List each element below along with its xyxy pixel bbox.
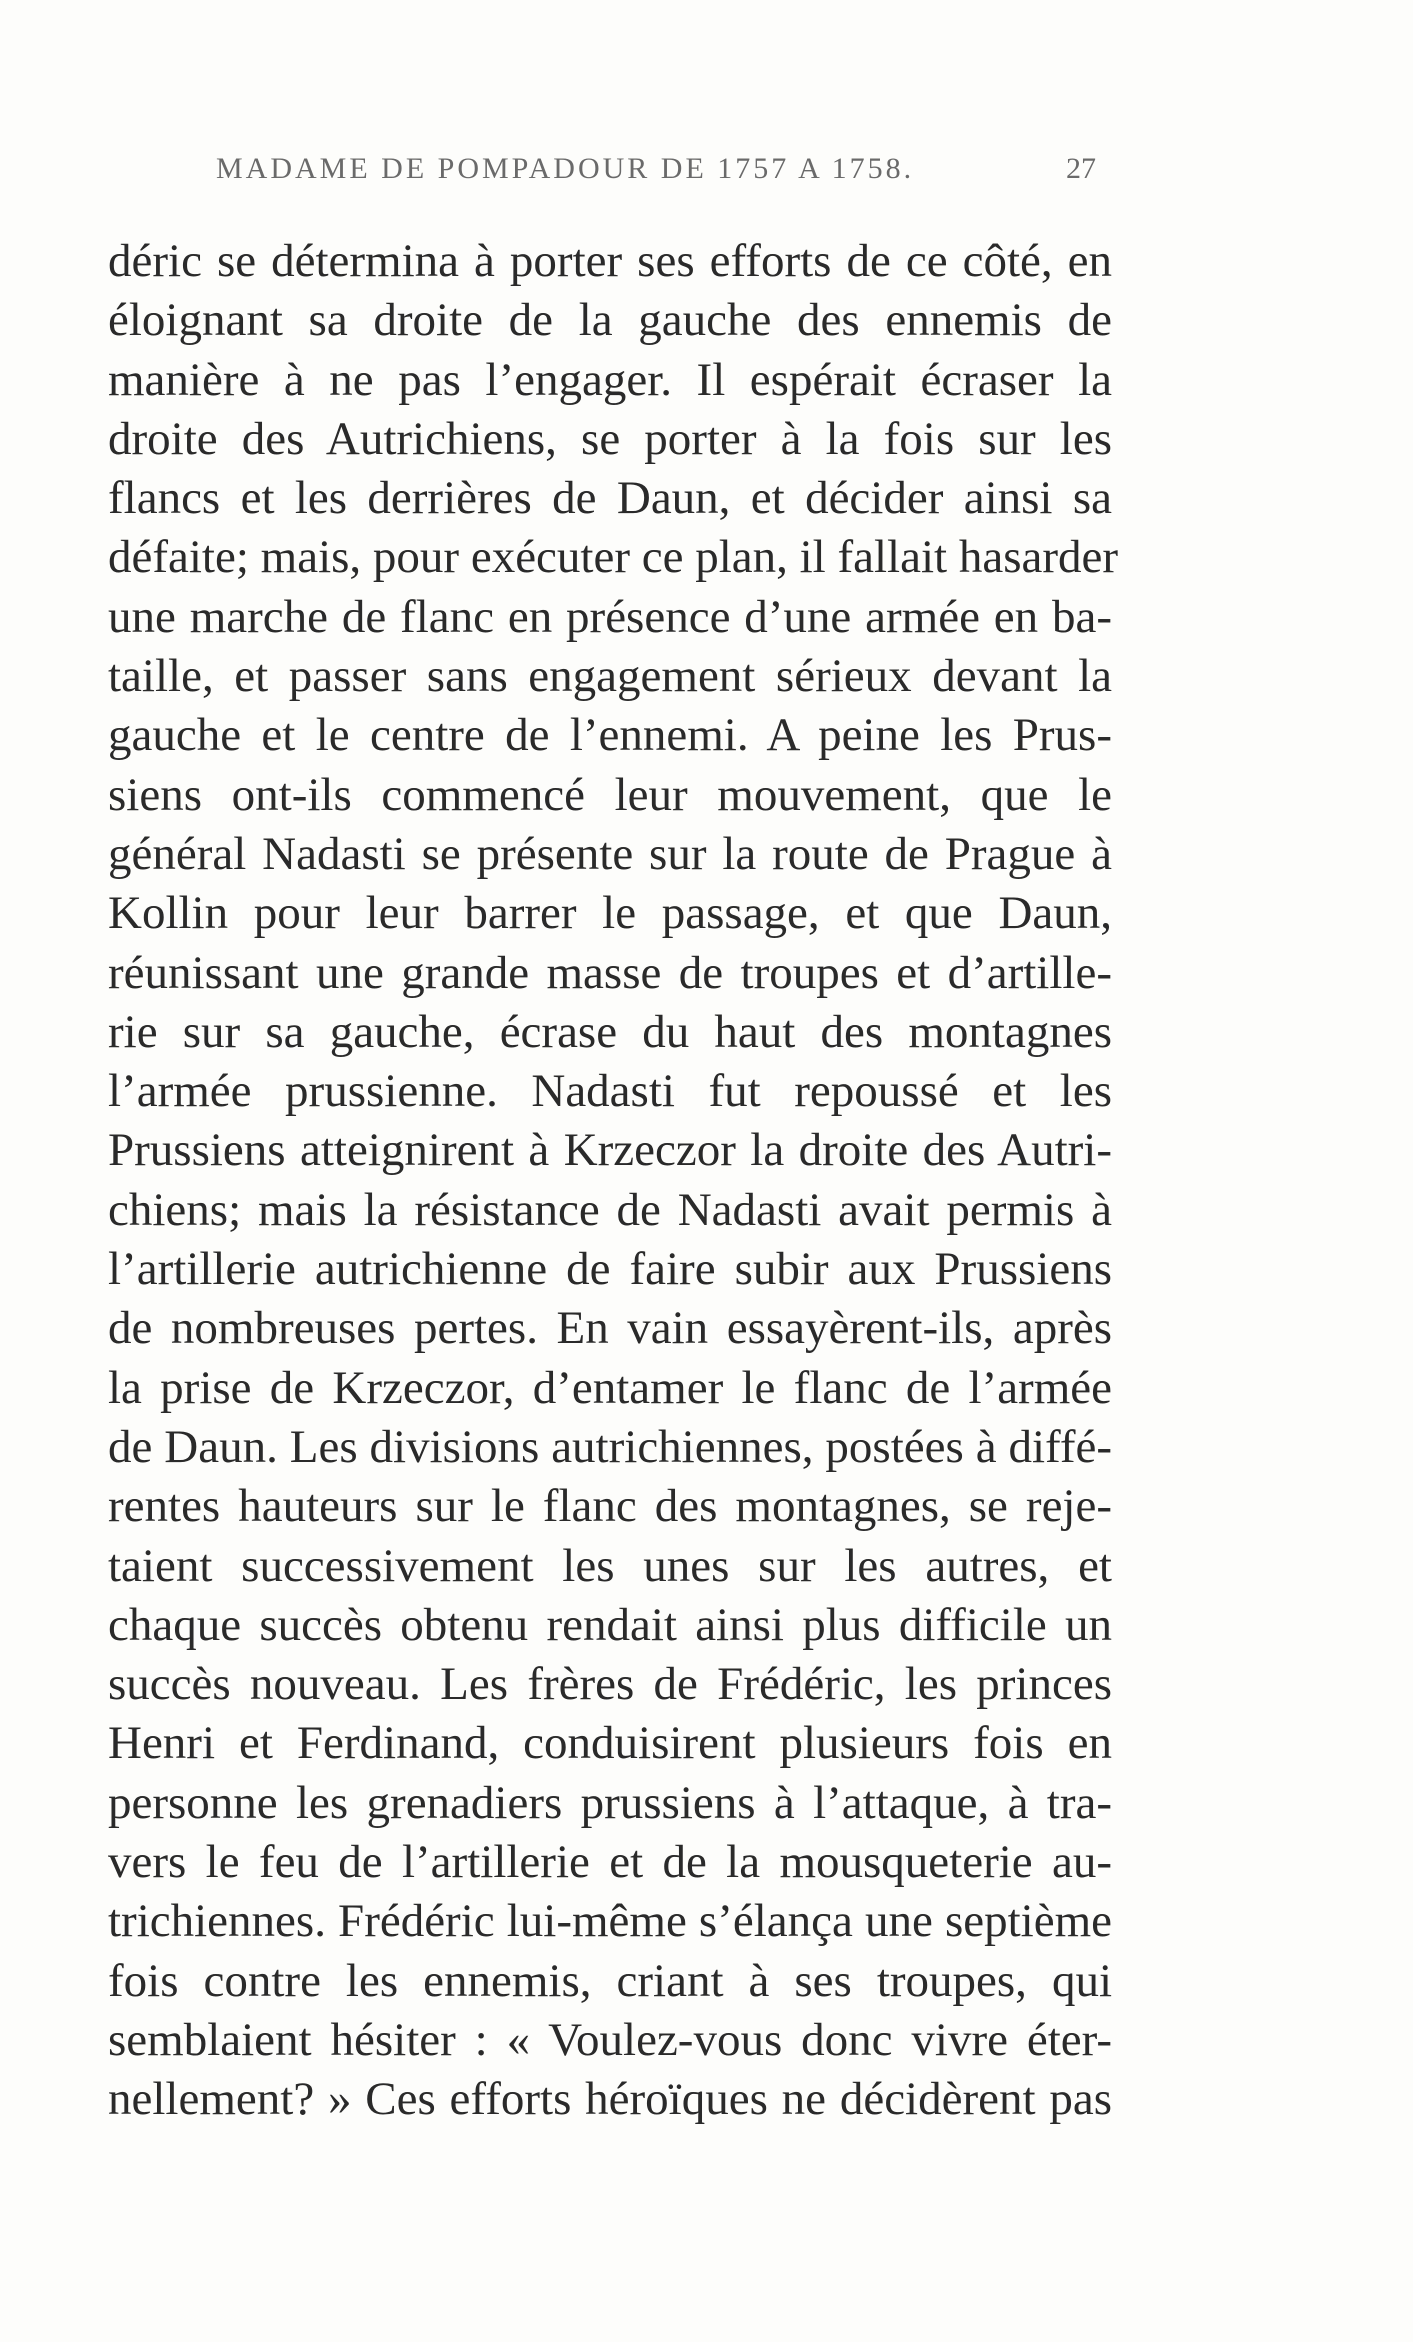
text-line: Kollin pour leur barrer le passage, et que Daun,	[108, 887, 1112, 940]
text-line: rentes hauteurs sur le flanc des montagnes, se reje-	[108, 1480, 1112, 1533]
text-line: flancs et les derrières de Daun, et décider ainsi sa	[108, 472, 1112, 525]
text-line: semblaient hésiter : « Voulez-vous donc vivre éter-	[108, 2013, 1112, 2066]
text-line: une marche de flanc en présence d’une armée en ba-	[108, 590, 1112, 643]
text-line: Prussiens atteignirent à Krzeczor la droite des Autri-	[108, 1124, 1112, 1177]
text-line: défaite; mais, pour exécuter ce plan, il fallait hasarder	[108, 531, 1119, 584]
running-header	[216, 152, 1096, 192]
body-text	[108, 232, 1119, 2130]
text-line: manière à ne pas l’engager. Il espérait écraser la	[108, 353, 1112, 406]
page-number: 27	[1066, 152, 1096, 185]
text-line: de nombreuses pertes. En vain essayèrent-ils, après	[108, 1302, 1112, 1355]
text-line: déric se détermina à porter ses efforts de ce côté, en	[108, 235, 1112, 287]
text-line: trichiennes. Frédéric lui-même s’élança une septième	[108, 1895, 1112, 1948]
text-line: réunissant une grande masse de troupes et d’artille-	[108, 946, 1112, 999]
text-line: général Nadasti se présente sur la route de Prague à	[108, 827, 1112, 880]
text-line: Henri et Ferdinand, conduisirent plusieurs fois en	[108, 1717, 1112, 1770]
text-line: fois contre les ennemis, criant à ses troupes, qui	[108, 1954, 1112, 2007]
text-line: l’artillerie autrichienne de faire subir aux Prussiens	[108, 1243, 1112, 1296]
text-line: vers le feu de l’artillerie et de la mousqueterie au-	[108, 1836, 1112, 1889]
text-line: l’armée prussienne. Nadasti fut repoussé et les	[108, 1065, 1112, 1118]
running-title: MADAME DE POMPADOUR DE 1757 A 1758.	[216, 152, 915, 185]
text-line: succès nouveau. Les frères de Frédéric, les princes	[108, 1658, 1112, 1711]
text-line: de Daun. Les divisions autrichiennes, postées à diffé-	[108, 1420, 1112, 1473]
text-line: la prise de Krzeczor, d’entamer le flanc de l’armée	[108, 1361, 1112, 1414]
text-line: gauche et le centre de l’ennemi. A peine les Prus-	[108, 709, 1112, 762]
text-line: rie sur sa gauche, écrase du haut des montagnes	[108, 1005, 1112, 1058]
text-line: nellement? » Ces efforts héroïques ne décidèrent pas	[108, 2073, 1112, 2126]
text-line: chiens; mais la résistance de Nadasti avait permis à	[108, 1183, 1112, 1236]
text-line: chaque succès obtenu rendait ainsi plus difficile un	[108, 1598, 1112, 1651]
text-line: personne les grenadiers prussiens à l’attaque, à tra-	[108, 1776, 1112, 1829]
text-line: taille, et passer sans engagement sérieux devant la	[108, 650, 1112, 703]
text-line: taient successivement les unes sur les autres, et	[108, 1539, 1112, 1592]
text-line: éloignant sa droite de la gauche des ennemis de	[108, 294, 1112, 347]
text-line: siens ont-ils commencé leur mouvement, que le	[108, 768, 1112, 821]
text-line: droite des Autrichiens, se porter à la fois sur les	[108, 412, 1112, 465]
